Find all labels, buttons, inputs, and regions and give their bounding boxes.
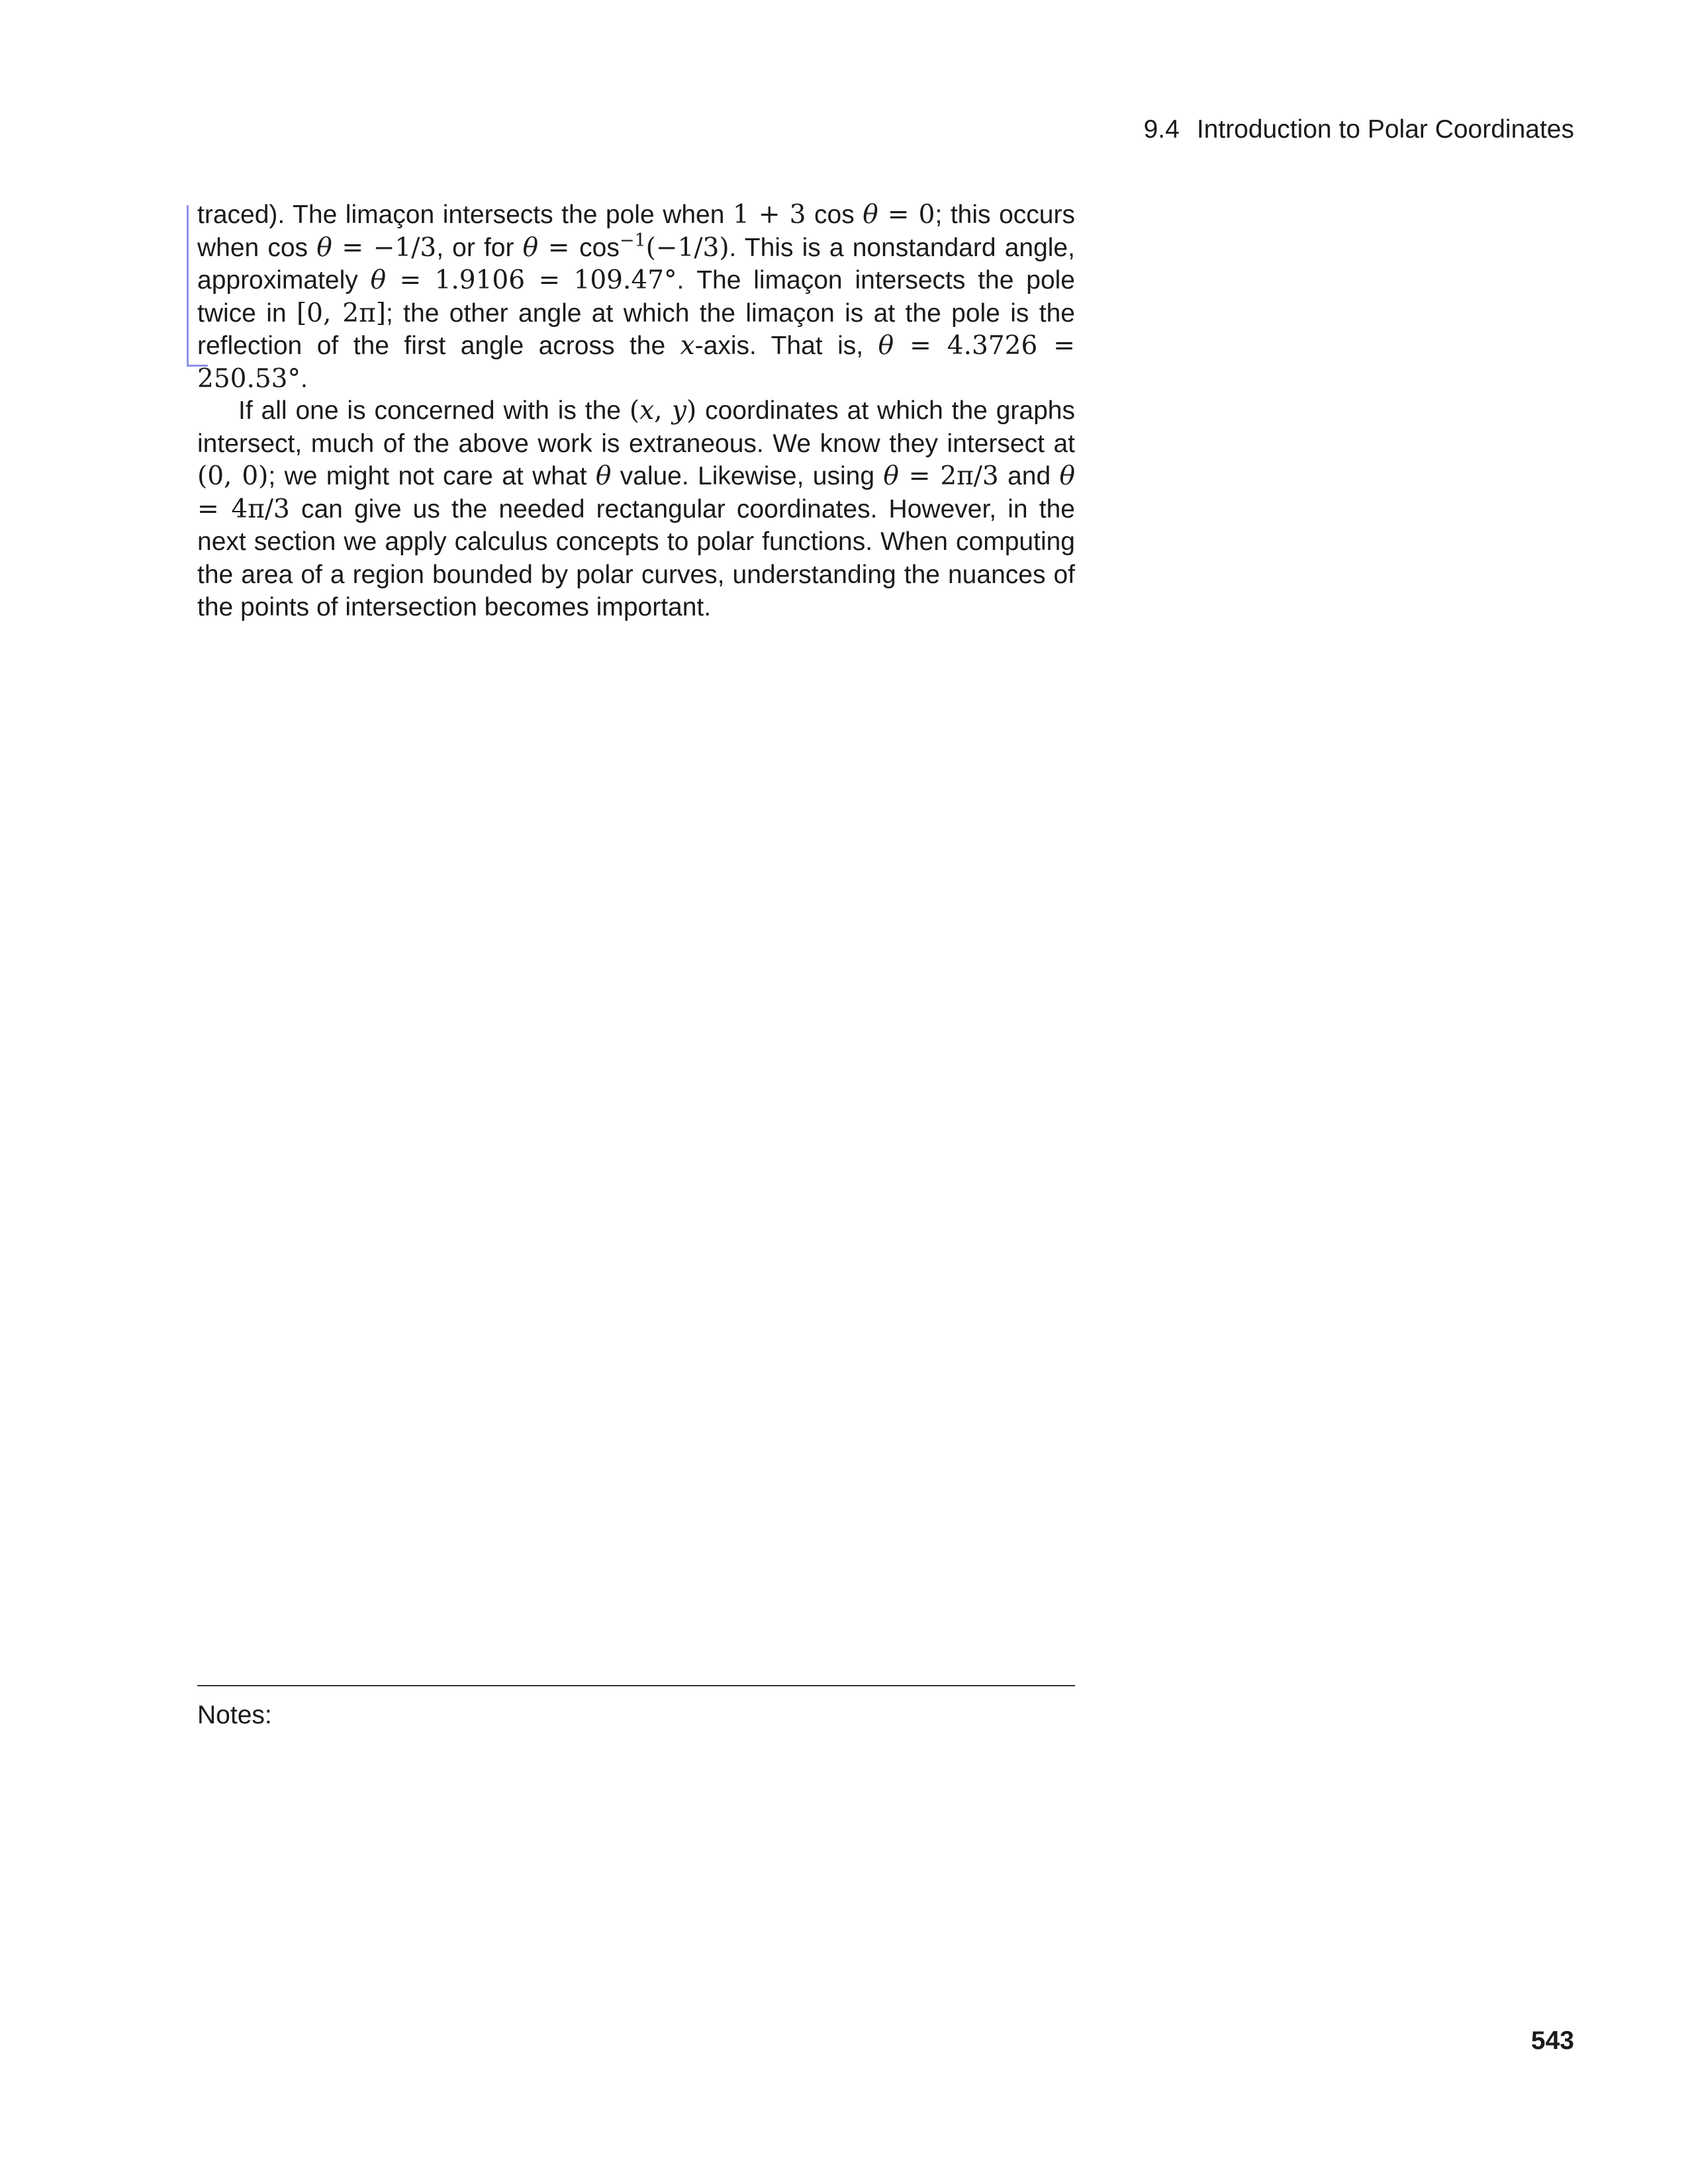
math-variable: x	[639, 396, 655, 426]
math-theta: θ	[316, 232, 332, 263]
text-run: -axis. That is,	[694, 332, 878, 360]
paragraph-limacon-pole	[197, 199, 1075, 395]
math-theta: θ	[883, 461, 899, 491]
text-run: value. Likewise, using	[611, 462, 884, 490]
text-run: and	[998, 462, 1060, 490]
math-expression: = 0	[878, 200, 935, 230]
math-expression: =	[538, 232, 580, 263]
text-run: coordinates at which the graphs intersect, much of the above work is extraneous. We know they intersect at	[197, 396, 1075, 458]
math-expression: = 4π/3	[197, 494, 290, 524]
text-run: can give us the needed rectangular coordinates. However, in the next section we apply calculus concepts to polar functions. When computing the area of a region bounded by polar curves, understanding the nuances of the points of intersection becomes important.	[197, 494, 1075, 621]
text-run: ; this occurs when cos	[197, 201, 1075, 262]
math-paren: (	[629, 396, 640, 426]
paragraph-intersection-summary	[197, 394, 1075, 624]
math-theta: θ	[878, 331, 894, 361]
running-header	[1144, 113, 1574, 147]
section-title: Introduction to Polar Coordinates	[1196, 115, 1574, 144]
math-expression: = −1/3	[332, 232, 437, 263]
math-interval: [0, 2π]	[296, 298, 386, 328]
math-expression: 1 + 3	[732, 200, 806, 230]
math-theta: θ	[1059, 461, 1075, 491]
math-superscript: −1	[619, 230, 646, 251]
math-variable: x	[680, 331, 695, 361]
math-theta: θ	[370, 265, 387, 295]
text-run: .	[300, 364, 308, 393]
text-run: . The limaçon intersects the pole twice in	[197, 266, 1075, 328]
text-run: . This is a nonstandard angle, approximately	[197, 233, 1075, 295]
text-run: If all one is concerned with is the	[238, 396, 630, 425]
text-run: , or for	[436, 233, 523, 262]
math-expression: = 1.9106 = 109.47°	[386, 265, 677, 295]
notes-divider	[197, 1685, 1075, 1686]
math-paren: )	[686, 396, 697, 426]
notes-label: Notes:	[197, 1701, 272, 1729]
math-expression: (−1/3)	[645, 232, 729, 263]
math-expression: = 4.3726 = 250.53°	[197, 331, 1075, 394]
math-theta: θ	[595, 461, 612, 491]
math-comma: ,	[654, 396, 672, 426]
math-point: (0, 0)	[197, 461, 269, 491]
section-number: 9.4	[1143, 115, 1180, 144]
text-run: ; the other angle at which the limaçon is at the pole is the reflection of the first angle across the	[197, 298, 1075, 360]
math-theta: θ	[522, 232, 539, 263]
text-run: cos	[806, 201, 863, 229]
text-run: traced). The limaçon intersects the pole when	[197, 201, 733, 229]
math-expression: = 2π/3	[898, 461, 999, 491]
text-run: ; we might not care at what	[268, 462, 596, 490]
page-number: 543	[1530, 2026, 1574, 2055]
math-variable: y	[671, 396, 687, 426]
math-theta: θ	[863, 200, 878, 230]
text-run: cos	[579, 233, 620, 262]
